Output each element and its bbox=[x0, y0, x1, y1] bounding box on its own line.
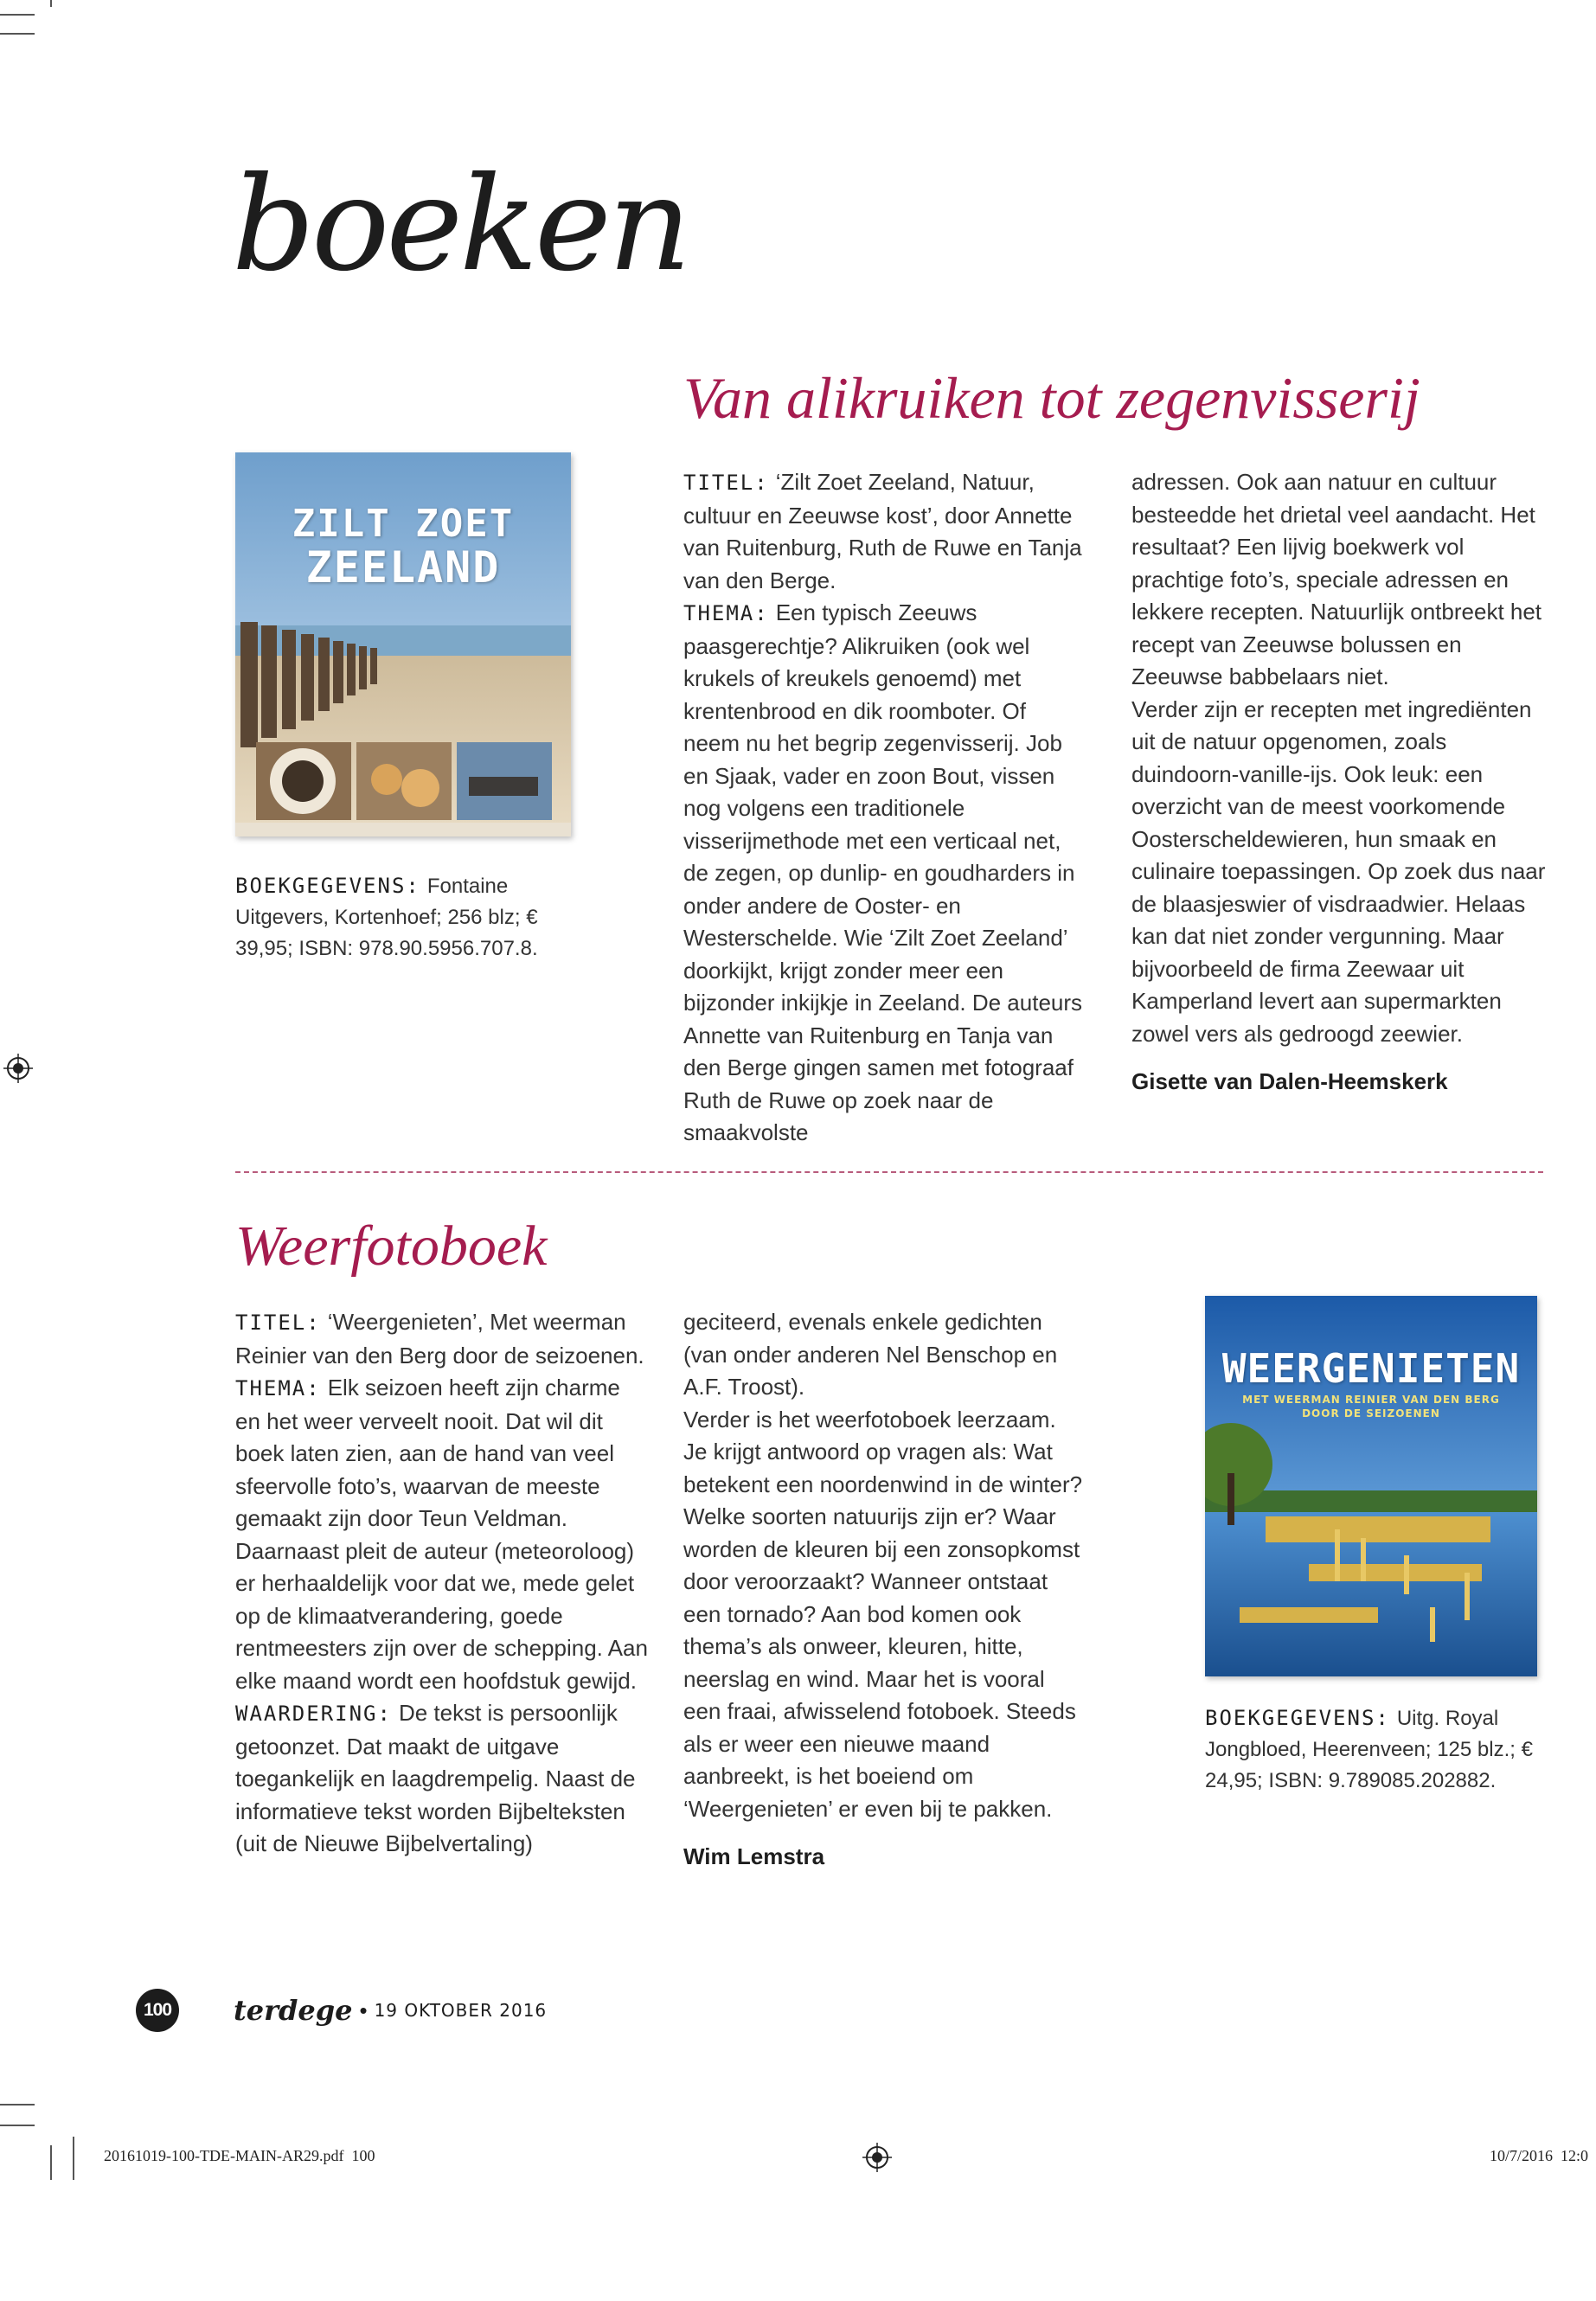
footer-separator: • bbox=[359, 1997, 368, 2023]
crop-mark bbox=[0, 14, 35, 16]
paragraph: TITEL: ‘Zilt Zoet Zeeland, Natuur, cultuur en Zeeuwse kost’, door Annette van Ruitenburg, Ruth de Ruwe en Tanja van den Berge. bbox=[683, 469, 1082, 593]
paragraph: Verder zijn er recepten met ingrediënten uit de natuur opgenomen, zoals duindoorn-vanille-ijs. Ook leuk: een overzicht van de meest voorkomende Oosterscheldewieren, hun smaak en culinaire toepassingen. Op zoek dus naar de blaasjeswier of visdraadwier. Helaas kan dat niet zonder vergunning. Maar bijvoorbeeld de firma Zeewaar uit Kamperland levert aan supermarkten zowel vers als gedroogd zeewier. bbox=[1131, 695, 1546, 1047]
registration-mark-icon bbox=[3, 1054, 33, 1083]
crop-mark bbox=[73, 2137, 74, 2180]
section-divider bbox=[235, 1171, 1543, 1173]
caption-text: Fontaine Uitgevers, Kortenhoef; 256 blz; € 39,95; ISBN: 978.90.5956.707.8. bbox=[235, 875, 538, 960]
field-label: WAARDERING: bbox=[235, 1702, 392, 1726]
registration-mark-icon bbox=[862, 2143, 892, 2172]
caption-label: BOEKGEGEVENS: bbox=[1205, 1706, 1390, 1730]
paragraph: THEMA: Elk seizoen heeft zijn charme en het weer verveelt nooit. Dat wil dit boek laten zien, aan de hand van veel sfeervolle foto’s, waarvan de meeste gemaakt zijn door Teun Veldman. Daarnaast pleit de auteur (meteoroloog) er herhaaldelijk voor dat we, mede gelet op de klimaatverandering, goede rentmeesters zijn over de schepping. Aan elke maand wordt een hoofdstuk gewijd. bbox=[235, 1375, 648, 1694]
article-column bbox=[683, 1306, 1086, 1874]
article-headline: Van alikruiken tot zegenvisserij bbox=[683, 365, 1420, 431]
field-label: TITEL: bbox=[235, 1311, 321, 1335]
print-slug-timestamp: 10/7/2016 12:0 bbox=[1490, 2147, 1589, 2164]
issue-date: 19 OKTOBER 2016 bbox=[374, 2000, 548, 2021]
author-name: Wim Lemstra bbox=[683, 1843, 825, 1869]
crop-mark bbox=[50, 2145, 52, 2180]
book-cover-weergenieten bbox=[1205, 1296, 1537, 1676]
article-column bbox=[683, 466, 1086, 1150]
book-caption bbox=[235, 870, 577, 965]
section-title: boeken bbox=[232, 150, 689, 300]
paragraph: Verder is het weerfotoboek leerzaam. Je krijgt antwoord op vragen als: Wat betekent een noordenwind in de winter? Welke soorten natuurijs zijn er? Waar worden de kleuren bij een zonsopkomst door veroorzaakt? Wanneer ontstaat een tornado? Aan bod komen ook thema’s als onweer, kleuren, hitte, neerslag en wind. Maar het is vooral een fraai, afwisselend fotoboek. Steeds als er weer een nieuwe maand aanbreekt, is het boeiend om ‘Weergenieten’ er even bij te pakken. bbox=[683, 1406, 1083, 1822]
caption-label: BOEKGEGEVENS: bbox=[235, 874, 420, 898]
book-caption bbox=[1205, 1702, 1547, 1797]
book-cover-title: ZILT ZOET ZEELAND bbox=[292, 502, 515, 593]
page-number: 100 bbox=[143, 2000, 172, 2020]
paragraph: THEMA: Een typisch Zeeuws paasgerechtje? Alikruiken (ook wel krukels of kreukels genoemd) met krentenbrood en dik roomboter. Of neem nu het begrip zegenvisserij. Job en Sjaak, vader en zoon Bout, vissen nog volgens een traditionele visserijmethode met een verticaal net, de zegen, op dunlip- en goudharders in onder andere de Ooster- en Westerschelde. Wie ‘Zilt Zoet Zeeland’ doorkijkt, krijgt zonder meer een bijzonder inkijkje in Zeeland. De auteurs Annette van Ruitenburg en Tanja van den Berge gingen samen met fotograaf Ruth de Ruwe op zoek naar de smaakvolste bbox=[683, 599, 1083, 1145]
magazine-name: terdege bbox=[234, 1994, 353, 2027]
paragraph: geciteerd, evenals enkele gedichten (van onder anderen Nel Benschop en A.F. Troost). bbox=[683, 1309, 1058, 1400]
book-cover-zilt-zoet-zeeland bbox=[235, 452, 571, 836]
author-name: Gisette van Dalen-Heemskerk bbox=[1131, 1068, 1448, 1094]
book-cover-title: WEERGENIETEN bbox=[1221, 1345, 1521, 1392]
crop-mark bbox=[0, 2125, 35, 2126]
paragraph: TITEL: ‘Weergenieten’, Met weerman Reinier van den Berg door de seizoenen. bbox=[235, 1309, 644, 1368]
field-label: TITEL: bbox=[683, 471, 769, 495]
paragraph: WAARDERING: De tekst is persoonlijk getoonzet. Dat maakt de uitgave toegankelijk en laagdrempelig. Naast de informatieve tekst worden Bijbelteksten (uit de Nieuwe Bijbelvertaling) bbox=[235, 1700, 636, 1856]
crop-mark bbox=[50, 0, 52, 7]
caption-text: Uitg. Royal Jongbloed, Heerenveen; 125 blz.; € 24,95; ISBN: 9.789085.202882. bbox=[1205, 1707, 1533, 1792]
article-headline: Weerfotoboek bbox=[235, 1215, 548, 1278]
crop-mark bbox=[0, 33, 35, 35]
article-column bbox=[235, 1306, 649, 1861]
paragraph: adressen. Ook aan natuur en cultuur besteedde het drietal veel aandacht. Het resultaat? Een lijvig boekwerk vol prachtige foto’s, speciale adressen en lekkere recepten. Natuurlijk ontbreekt het recept van Zeeuwse bolussen en Zeeuwse babbelaars niet. bbox=[1131, 469, 1542, 689]
crop-mark bbox=[0, 2104, 35, 2106]
print-slug-filename: 20161019-100-TDE-MAIN-AR29.pdf 100 bbox=[104, 2147, 375, 2164]
field-label: THEMA: bbox=[235, 1376, 321, 1400]
page-number-badge bbox=[136, 1989, 179, 2032]
field-label: THEMA: bbox=[683, 601, 769, 625]
footer-line bbox=[234, 1991, 547, 2029]
book-cover-subtitle: MET WEERMAN REINIER VAN DEN BERG DOOR DE SEIZOENEN bbox=[1242, 1394, 1500, 1420]
article-column bbox=[1131, 466, 1547, 1099]
